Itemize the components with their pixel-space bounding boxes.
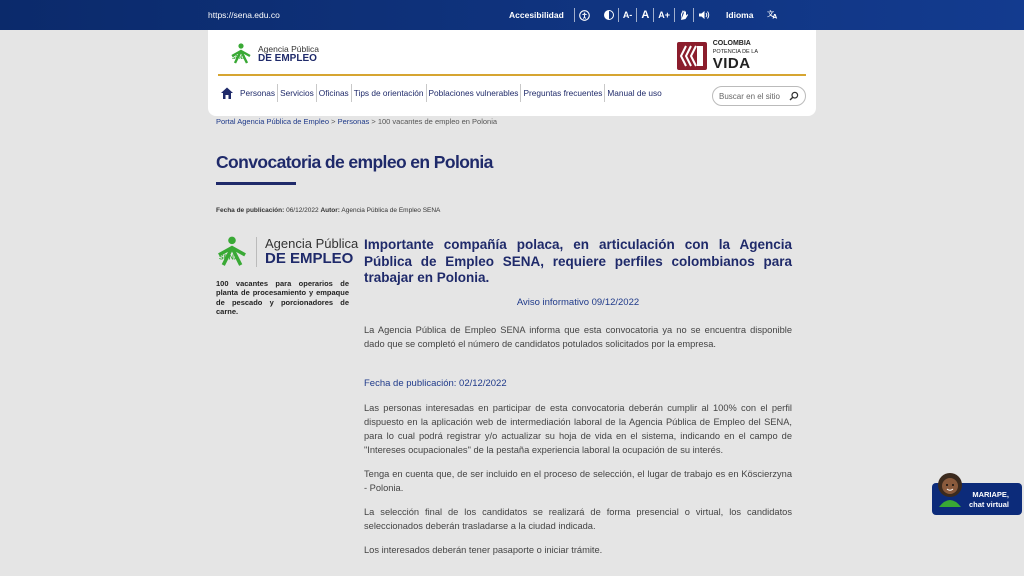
sidebar-logo-line1: Agencia Pública [265, 236, 359, 251]
logo-line2: DE EMPLEO [258, 53, 317, 64]
font-increase-button[interactable]: A+ [653, 8, 674, 22]
contrast-icon[interactable] [600, 8, 618, 22]
sidebar-logo [216, 236, 358, 268]
publication-meta [216, 207, 440, 214]
mariape-avatar-icon [935, 471, 965, 507]
font-normal-button[interactable]: A [636, 8, 653, 22]
meta-author: Agencia Pública de Empleo SENA [341, 207, 441, 214]
sena-logo-icon [216, 236, 248, 268]
gov-line1: COLOMBIA [712, 40, 751, 47]
translate-icon[interactable] [767, 9, 778, 21]
main-nav [220, 84, 664, 102]
top-bar [0, 0, 1024, 30]
nav-personas[interactable]: Personas [240, 88, 276, 98]
svg-text:A: A [772, 13, 778, 19]
logo-separator [256, 237, 257, 267]
breadcrumb-current: 100 vacantes de empleo en Polonia [377, 117, 498, 126]
breadcrumb [216, 117, 497, 126]
nav-poblaciones[interactable]: Poblaciones vulnerables [426, 84, 521, 102]
agencia-logo[interactable] [230, 43, 319, 65]
nav-manual[interactable]: Manual de uso [604, 84, 663, 102]
accessibility-icon[interactable] [574, 8, 594, 22]
nav-preguntas[interactable]: Preguntas frecuentes [520, 84, 604, 102]
meta-date-label: Fecha de publicación: [216, 207, 285, 214]
accessibility-label: Accesibilidad [509, 10, 564, 20]
audio-icon[interactable] [693, 8, 714, 22]
font-decrease-button[interactable]: A- [618, 8, 637, 22]
svg-text:SENA: SENA [218, 252, 240, 262]
page-title: Convocatoria de empleo en Polonia [216, 152, 493, 172]
article-paragraph: La selección final de los candidatos se realizará de forma presencial o virtual, los candidatos seleccionados deberán trasladarse a la ciudad indicada. [364, 506, 792, 531]
accessibility-tools [509, 8, 778, 22]
home-icon[interactable] [220, 86, 234, 100]
nav-servicios[interactable]: Servicios [277, 84, 316, 102]
article-body [364, 237, 792, 557]
article-paragraph: Tenga en cuenta que, de ser incluido en el proceso de selección, el lugar de trabajo es en Köscierzyna - Polonia. [364, 468, 792, 493]
aviso-informativo: Aviso informativo 09/12/2022 [516, 296, 640, 308]
search-input[interactable] [719, 92, 789, 101]
publication-date: Fecha de publicación: 02/12/2022 [364, 377, 507, 389]
article-paragraph: Los interesados deberán tener pasaporte o iniciar trámite. [364, 544, 603, 555]
gov-line2: POTENCIA DE LA [712, 49, 758, 55]
svg-text:SENA: SENA [232, 55, 246, 61]
meta-author-label: Autor: [320, 207, 340, 214]
search-icon[interactable] [789, 91, 799, 101]
search-box [712, 86, 806, 106]
meta-date: 06/12/2022 [286, 207, 319, 214]
article-paragraph: La Agencia Pública de Empleo SENA informa que esta convocatoria ya no se encuentra disponible dado que se completó el número de candidatos potulados solicitados por la empresa. [364, 324, 792, 349]
chat-widget-button[interactable] [932, 483, 1022, 515]
article-lead: Importante compañía polaca, en articulación con la Agencia Pública de Empleo SENA, requiere perfiles colombianos para trabajar en Polonia. [364, 237, 792, 285]
svg-text:文: 文 [767, 10, 775, 18]
language-label[interactable]: Idioma [726, 10, 754, 20]
colombia-potencia-logo [677, 40, 758, 71]
title-underline [216, 182, 296, 185]
breadcrumb-personas[interactable]: Personas [337, 117, 370, 126]
sena-logo-icon [230, 43, 252, 65]
nav-oficinas[interactable]: Oficinas [316, 84, 351, 102]
logo-line1: Agencia Pública [258, 44, 319, 54]
chat-line2: chat virtual [969, 500, 1010, 509]
sidebar-logo-line2: DE EMPLEO [265, 250, 354, 267]
gov-line3: VIDA [712, 55, 751, 72]
header-divider [218, 74, 806, 76]
sign-language-icon[interactable] [674, 8, 693, 22]
nav-tips[interactable]: Tips de orientación [351, 84, 426, 102]
site-header [208, 30, 816, 116]
chat-line1: MARIAPE, [972, 490, 1010, 499]
breadcrumb-sep: > [329, 117, 338, 126]
potencia-mark-icon [677, 42, 707, 70]
article-paragraph: Las personas interesadas en participar de esta convocatoria deberán cumplir al 100% con el perfil dispuesto en la aplicación web de intermediación laboral de la Agencia Pública de Empleo del SENA, para lo cual podrá registrar y/o actualizar su hoja de vida en el sistema, indicando en el campo de "Intereses ocupacionales" de la pestaña experiencia laboral la ocupación de su interés. [364, 402, 792, 455]
breadcrumb-portal[interactable]: Portal Agencia Pública de Empleo [216, 117, 329, 126]
sena-link[interactable]: https://sena.edu.co [208, 10, 280, 20]
sidebar-description: 100 vacantes para operarios de planta de procesamiento y empaque de pescado y porcionadores de carne. [216, 279, 349, 316]
breadcrumb-sep: > [369, 117, 378, 126]
